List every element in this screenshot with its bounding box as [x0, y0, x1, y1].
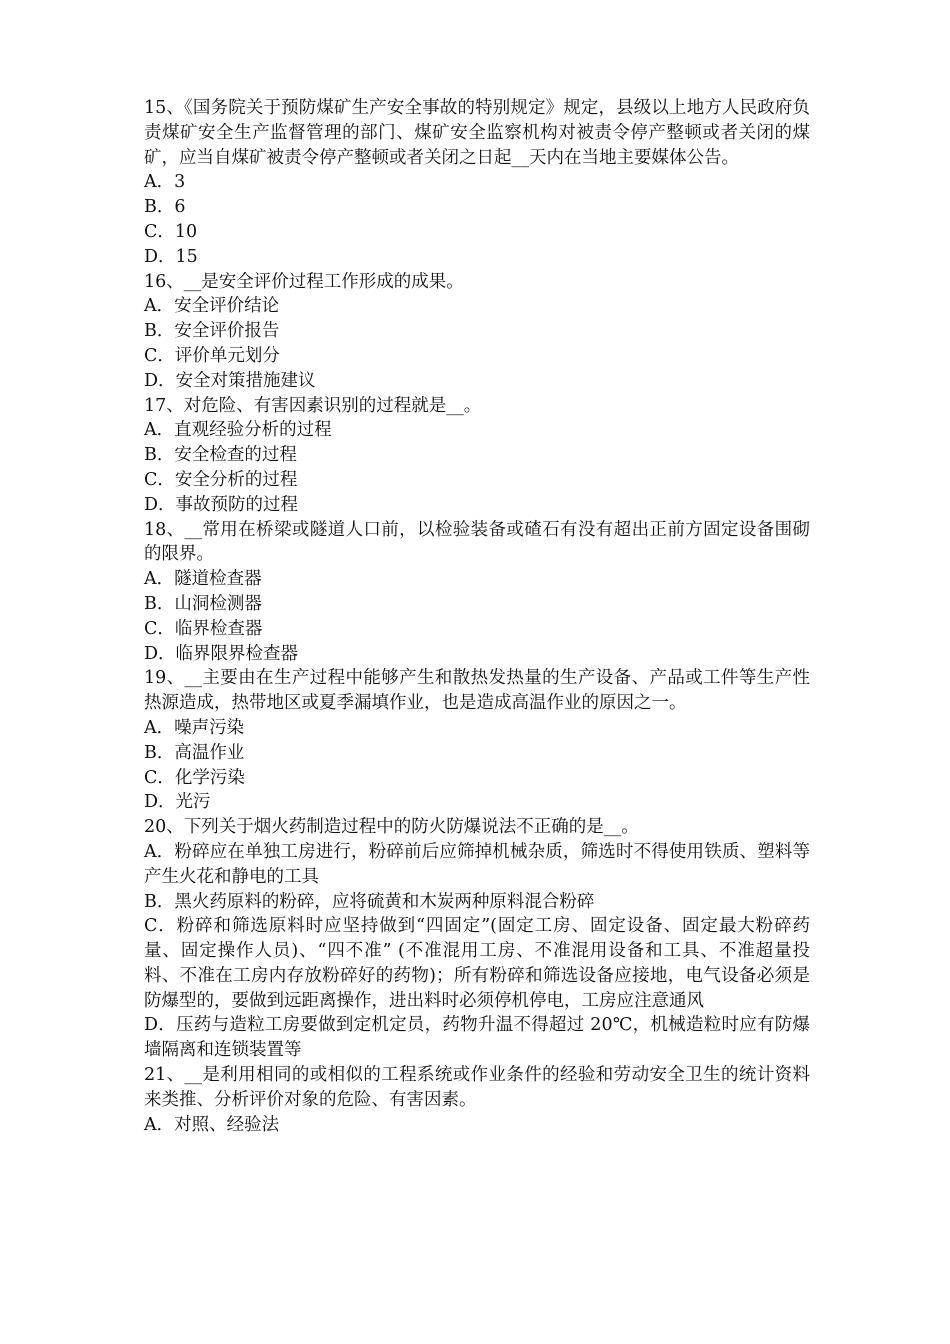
option-c: C．安全分析的过程	[144, 469, 298, 490]
document-page	[144, 96, 810, 1137]
option-b: B．高温作业	[144, 742, 245, 763]
question-18	[144, 518, 810, 667]
question-stem: 16、__是安全评价过程工作形成的成果。	[144, 271, 464, 292]
question-19	[144, 666, 810, 815]
option-d: D．15	[144, 246, 198, 267]
option-b: B．黑火药原料的粉碎，应将硫黄和木炭两种原料混合粉碎	[144, 891, 595, 912]
question-21	[144, 1063, 810, 1137]
option-d: D．临界限界检查器	[144, 643, 299, 664]
option-a: A．安全评价结论	[144, 296, 280, 317]
option-d: D．事故预防的过程	[144, 494, 299, 515]
option-a: A．3	[144, 172, 186, 193]
option-d: D．压药与造粒工房要做到定机定员，药物升温不得超过 20℃，机械造粒时应有防爆墙隔离和连锁装置等	[144, 1015, 810, 1061]
option-b: B．6	[144, 197, 186, 218]
option-d: D．安全对策措施建议	[144, 370, 316, 391]
question-17	[144, 394, 810, 518]
option-a: A．对照、经验法	[144, 1114, 280, 1135]
question-stem: 20、下列关于烟火药制造过程中的防火防爆说法不正确的是__。	[144, 817, 639, 838]
option-c: C．临界检查器	[144, 618, 263, 639]
question-16	[144, 270, 810, 394]
option-a: A．直观经验分析的过程	[144, 420, 332, 441]
option-b: B．安全检查的过程	[144, 445, 297, 466]
question-stem: 15、《国务院关于预防煤矿生产安全事故的特别规定》规定，县级以上地方人民政府负责煤矿安全生产监督管理的部门、煤矿安全监察机构对被责令停产整顿或者关闭的煤矿，应当自煤矿被责令停产整顿或者关闭之日起__天内在当地主要媒体公告。	[144, 98, 810, 168]
option-c: C．粉碎和筛选原料时应坚持做到“四固定”(固定工房、固定设备、固定最大粉碎药量、固定操作人员)、“四不准” (不准混用工房、不准混用设备和工具、不准超量投料、不准在工房内存放粉碎好的药物)；所有粉碎和筛选设备应接地，电气设备必须是防爆型的，要做到远距离操作，进出料时必须停机停电，工房应注意通风	[144, 916, 810, 1011]
option-b: B．山洞检测器	[144, 593, 262, 614]
question-20	[144, 815, 810, 1063]
option-a: A．隧道检查器	[144, 569, 262, 590]
question-15	[144, 96, 810, 270]
question-stem: 19、__主要由在生产过程中能够产生和散热发热量的生产设备、产品或工件等生产性热源造成，热带地区或夏季漏填作业，也是造成高温作业的原因之一。	[144, 668, 810, 714]
question-stem: 21、__是利用相同的或相似的工程系统或作业条件的经验和劳动安全卫生的统计资料来类推、分析评价对象的危险、有害因素。	[144, 1065, 810, 1110]
option-d: D．光污	[144, 792, 211, 813]
question-stem: 18、__常用在桥梁或隧道人口前，以检验装备或碴石有没有超出正前方固定设备围砌的限界。	[144, 519, 810, 565]
option-c: C．10	[144, 221, 198, 242]
option-a: A．噪声污染	[144, 717, 245, 738]
option-c: C．评价单元划分	[144, 345, 280, 366]
option-b: B．安全评价报告	[144, 321, 280, 342]
question-stem: 17、对危险、有害因素识别的过程就是__。	[144, 395, 482, 416]
option-a: A．粉碎应在单独工房进行，粉碎前后应筛掉机械杂质，筛选时不得使用铁质、塑料等产生火花和静电的工具	[144, 841, 810, 887]
option-c: C．化学污染	[144, 767, 245, 788]
